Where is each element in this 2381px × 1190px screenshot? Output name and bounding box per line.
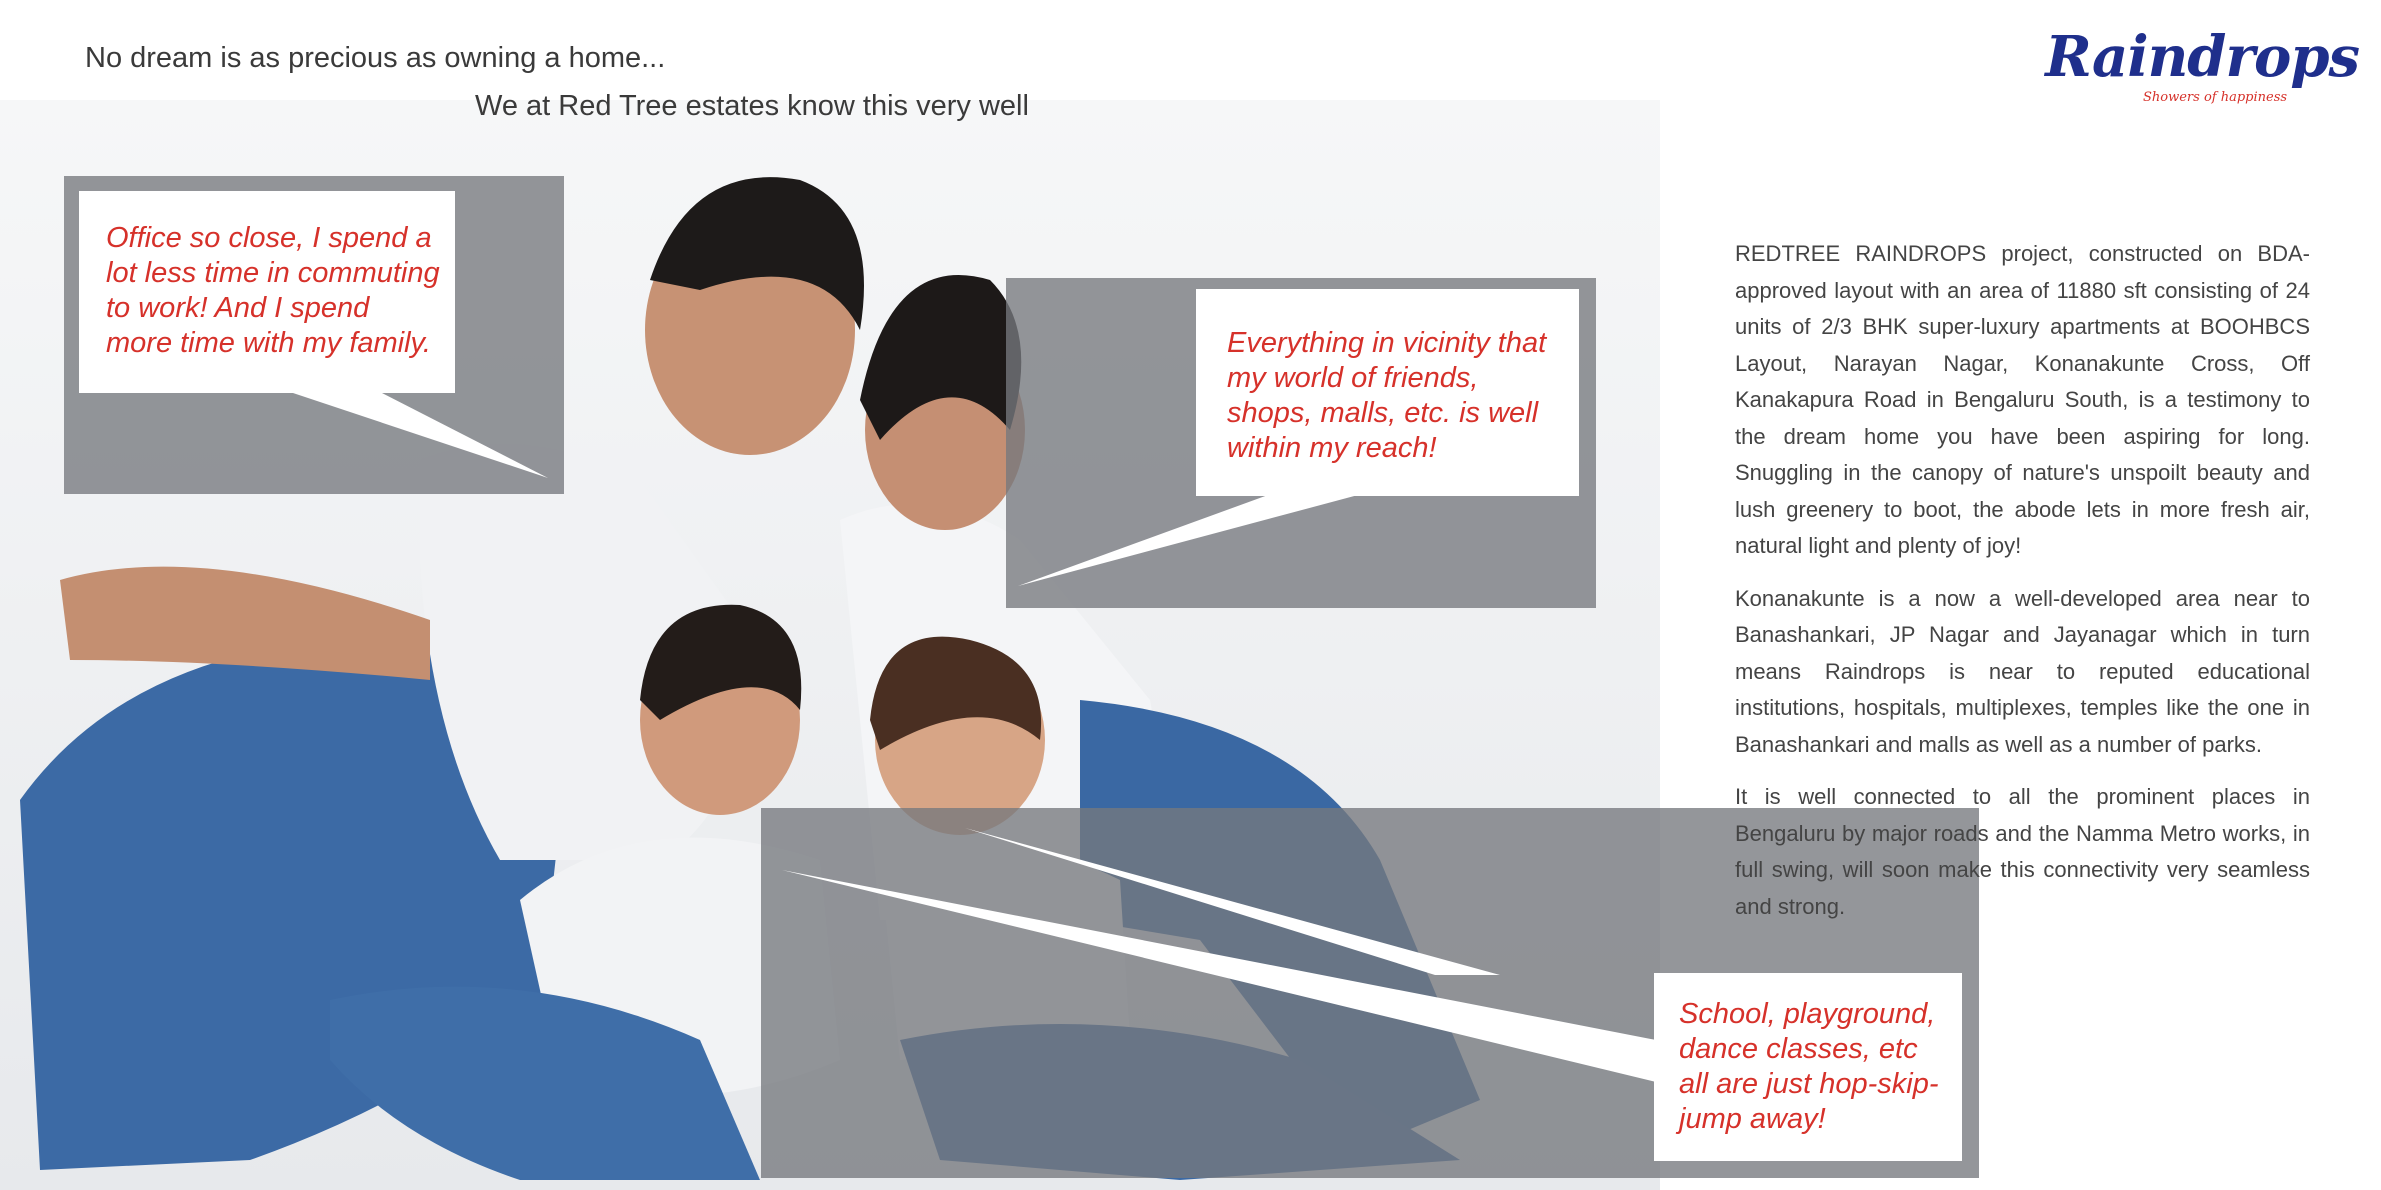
- tagline-secondary: We at Red Tree estates know this very well: [475, 90, 1029, 122]
- paragraph-connectivity: It is well connected to all the prominent places in Bengaluru by major roads and the Namma Metro works, in full swing, will soon make this connectivity very seamless and strong.: [1735, 784, 2310, 919]
- bubble-2-text: Everything in vicinity that my world of friends, shops, malls, etc. is well within my reach!: [1227, 327, 1547, 464]
- logo-wordmark: Raindrops: [2045, 24, 2359, 90]
- tagline-primary: No dream is as precious as owning a home...: [85, 42, 666, 74]
- logo-subtitle: Showers of happiness: [2143, 90, 2288, 105]
- paragraph-project: REDTREE RAINDROPS project, constructed on BDA-approved layout with an area of 11880 sft consisting of 24 units of 2/3 BHK super-luxury apartments at BOOHBCS Layout, Narayan Nagar, Konanakunte Cross, Off Kanakapura Road in Bengaluru South, is a testimony to the dream home you have been aspiring for long. Snuggling in the canopy of nature's unspoilt beauty and lush greenery to boot, the abode lets in more fresh air, natural light and plenty of joy!: [1735, 241, 2310, 558]
- bubble-3-text: School, playground, dance classes, etc all are just hop-skip-jump away!: [1679, 998, 1939, 1135]
- project-description: [1735, 236, 2310, 941]
- bubble-1-text: Office so close, I spend a lot less time in commuting to work! And I spend more time with my family.: [106, 222, 440, 359]
- paragraph-location: Konanakunte is a now a well-developed area near to Banashankari, JP Nagar and Jayanagar which in turn means Raindrops is near to reputed educational institutions, hospitals, multiplexes, temples like the one in Banashankari and malls as well as a number of parks.: [1735, 585, 2310, 757]
